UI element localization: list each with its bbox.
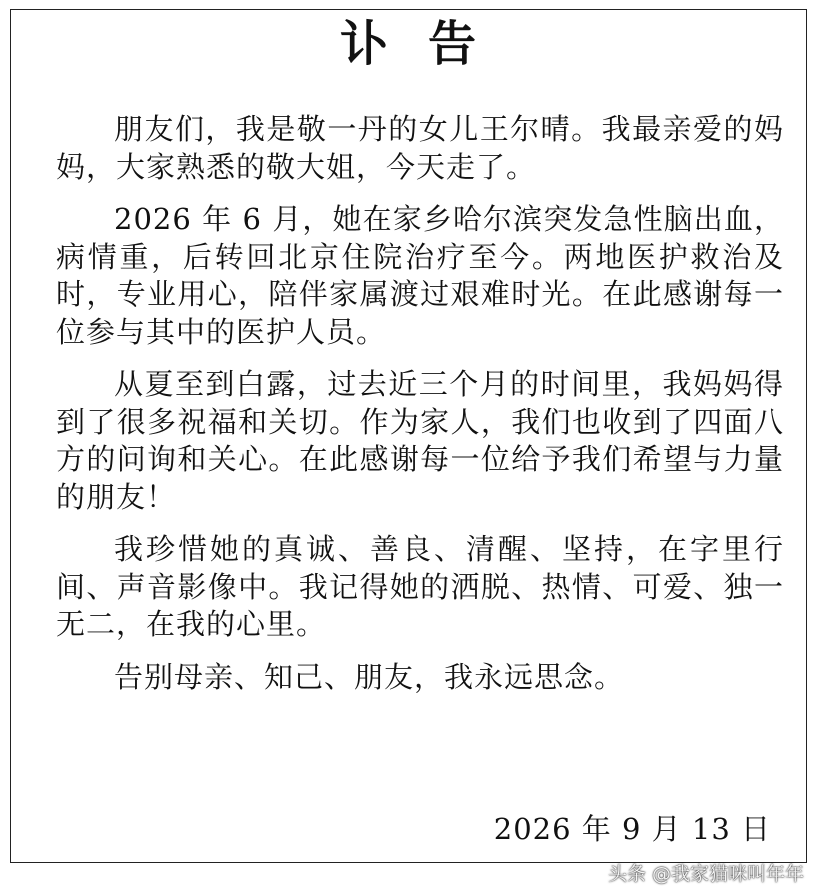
notice-body — [56, 111, 784, 711]
paragraph-farewell: 告别母亲、知己、朋友，我永远思念。 — [114, 659, 625, 694]
notice-date: 2026 年 9 月 13 日 — [493, 812, 771, 846]
notice-title: 讣告 — [339, 16, 516, 72]
paragraph-opening: 朋友们，我是敬一丹的女儿王尔晴。我最亲爱的妈妈，大家熟悉的敬大姐，今天走了。 — [56, 112, 784, 184]
watermark-text: 头条 @我家猫咪叫年年 — [607, 863, 804, 885]
paragraph-illness: 2026 年 6 月，她在家乡哈尔滨突发急性脑出血，病情重，后转回北京住院治疗至今。两地医护救治及时，专业用心，陪伴家属渡过艰难时光。在此感谢每一位参与其中的医护人员。 — [56, 202, 784, 349]
paragraph-memories: 我珍惜她的真诚、善良、清醒、坚持，在字里行间、声音影像中。我记得她的洒脱、热情、可爱、独一无二，在我的心里。 — [56, 532, 784, 641]
paragraph-gratitude: 从夏至到白露，过去近三个月的时间里，我妈妈得到了很多祝福和关切。作为家人，我们也收到了四面八方的问询和关心。在此感谢每一位给予我们希望与力量的朋友！ — [56, 367, 784, 514]
